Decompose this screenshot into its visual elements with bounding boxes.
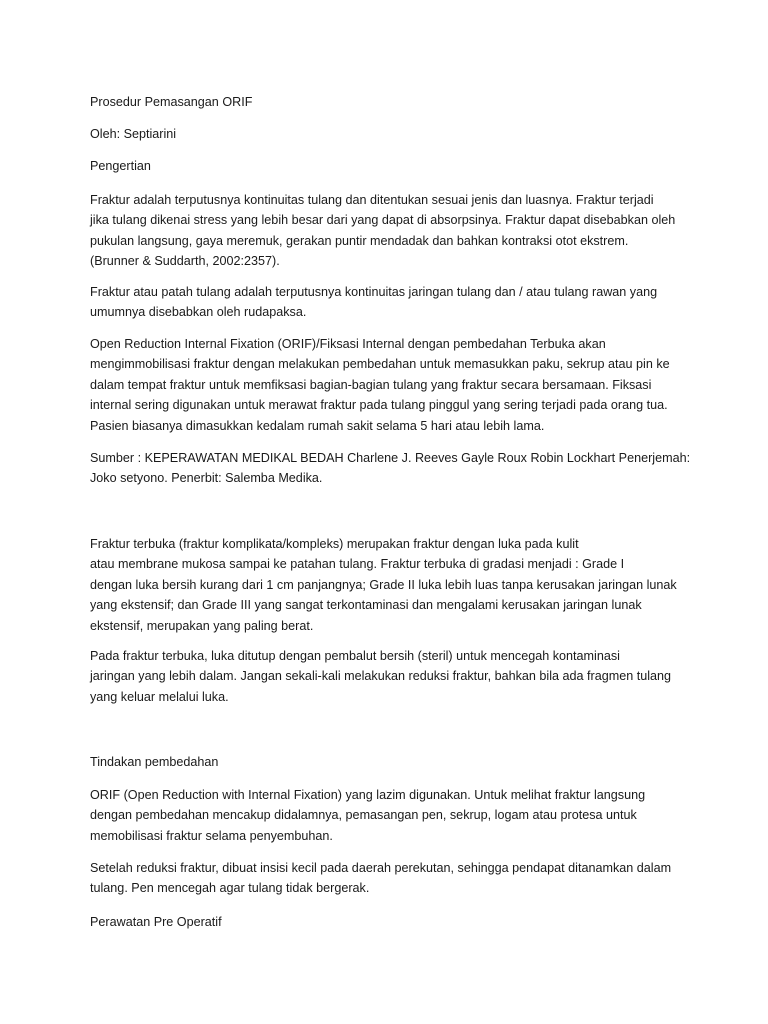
paragraph-line: atau membrane mukosa sampai ke patahan tulang. Fraktur terbuka di gradasi menjadi : Grade I: [90, 557, 625, 572]
paragraph-8: [90, 858, 690, 899]
paragraph-line: umumnya disebabkan oleh rudapaksa.: [90, 305, 307, 320]
paragraph-1: [90, 190, 690, 272]
paragraph-line: internal sering digunakan untuk merawat fraktur pada tulang pinggul yang sering terjadi pada orang tua.: [90, 398, 668, 413]
paragraph-line: dengan luka bersih kurang dari 1 cm panjangnya; Grade II luka lebih luas tanpa kerusakan jaringan lunak: [90, 577, 677, 592]
paragraph-line: jika tulang dikenai stress yang lebih besar dari yang dapat di absorpsinya. Fraktur dapat disebabkan oleh: [90, 213, 676, 228]
paragraph-7: [90, 785, 690, 846]
heading-perawatan: [90, 912, 690, 932]
paragraph-line: tulang. Pen mencegah agar tulang tidak bergerak.: [90, 881, 370, 896]
paragraph-line: yang ekstensif; dan Grade III yang sangat terkontaminasi dan mengalami kerusakan jaringan lunak: [90, 598, 642, 613]
paragraph-line: Fraktur adalah terputusnya kontinuitas tulang dan ditentukan sesuai jenis dan luasnya. Fraktur terjadi: [90, 193, 654, 207]
paragraph-5: [90, 534, 690, 636]
paragraph-line: jaringan yang lebih dalam. Jangan sekali-kali melakukan reduksi fraktur, bahkan bila ada fragmen tulang: [90, 669, 672, 684]
heading-tindakan: [90, 752, 690, 772]
paragraph-line: pukulan langsung, gaya meremuk, gerakan puntir mendadak dan bahkan kontraksi otot ekstrem.: [90, 233, 629, 248]
paragraph-line: dengan pembedahan mencakup didalamnya, pemasangan pen, sekrup, logam atau protesa untuk: [90, 808, 637, 823]
paragraph-line: memobilisasi fraktur selama penyembuhan.: [90, 828, 333, 843]
paragraph-line: ekstensif, merupakan yang paling berat.: [90, 618, 314, 633]
paragraph-line: Fraktur terbuka (fraktur komplikata/kompleks) merupakan fraktur dengan luka pada kulit: [90, 537, 579, 551]
paragraph-2: [90, 282, 690, 323]
author-text: Oleh: Septiarini: [90, 127, 177, 141]
paragraph-line: yang keluar melalui luka.: [90, 689, 229, 704]
paragraph-line: Pada fraktur terbuka, luka ditutup dengan pembalut bersih (steril) untuk mencegah kontaminasi: [90, 649, 620, 663]
heading-text: Pengertian: [90, 159, 151, 173]
heading-text: Tindakan pembedahan: [90, 755, 219, 769]
paragraph-line: (Brunner & Suddarth, 2002:2357).: [90, 254, 280, 269]
paragraph-line: Setelah reduksi fraktur, dibuat insisi kecil pada daerah perekutan, sehingga pendapat ditanamkan dalam: [90, 861, 672, 875]
heading-pengertian: [90, 156, 690, 176]
author-line: [90, 124, 690, 144]
citation-line: Sumber : KEPERAWATAN MEDIKAL BEDAH Charlene J. Reeves Gayle Roux Robin Lockhart Penerjemah:: [90, 451, 691, 465]
paragraph-line: mengimmobilisasi fraktur dengan melakukan pembedahan untuk memasukkan paku, sekrup atau pin ke: [90, 357, 670, 372]
paragraph-6: [90, 646, 690, 707]
paragraph-line: Pasien biasanya dimasukkan kedalam rumah sakit selama 5 hari atau lebih lama.: [90, 418, 545, 433]
paragraph-line: Open Reduction Internal Fixation (ORIF)/Fiksasi Internal dengan pembedahan Terbuka akan: [90, 337, 606, 351]
title-line: Prosedur Pemasangan ORIF: [90, 95, 253, 109]
paragraph-line: ORIF (Open Reduction with Internal Fixation) yang lazim digunakan. Untuk melihat fraktur langsung: [90, 788, 646, 802]
source-citation: [90, 448, 690, 489]
paragraph-3: [90, 334, 690, 436]
paragraph-line: Fraktur atau patah tulang adalah terputusnya kontinuitas jaringan tulang dan / atau tulang rawan yang: [90, 285, 658, 299]
document-title: [90, 92, 690, 112]
heading-text: Perawatan Pre Operatif: [90, 915, 222, 929]
paragraph-line: dalam tempat fraktur untuk memfiksasi bagian-bagian tulang yang fraktur secara bersamaan. Fiksasi: [90, 377, 652, 392]
citation-line: Joko setyono. Penerbit: Salemba Medika.: [90, 471, 323, 486]
